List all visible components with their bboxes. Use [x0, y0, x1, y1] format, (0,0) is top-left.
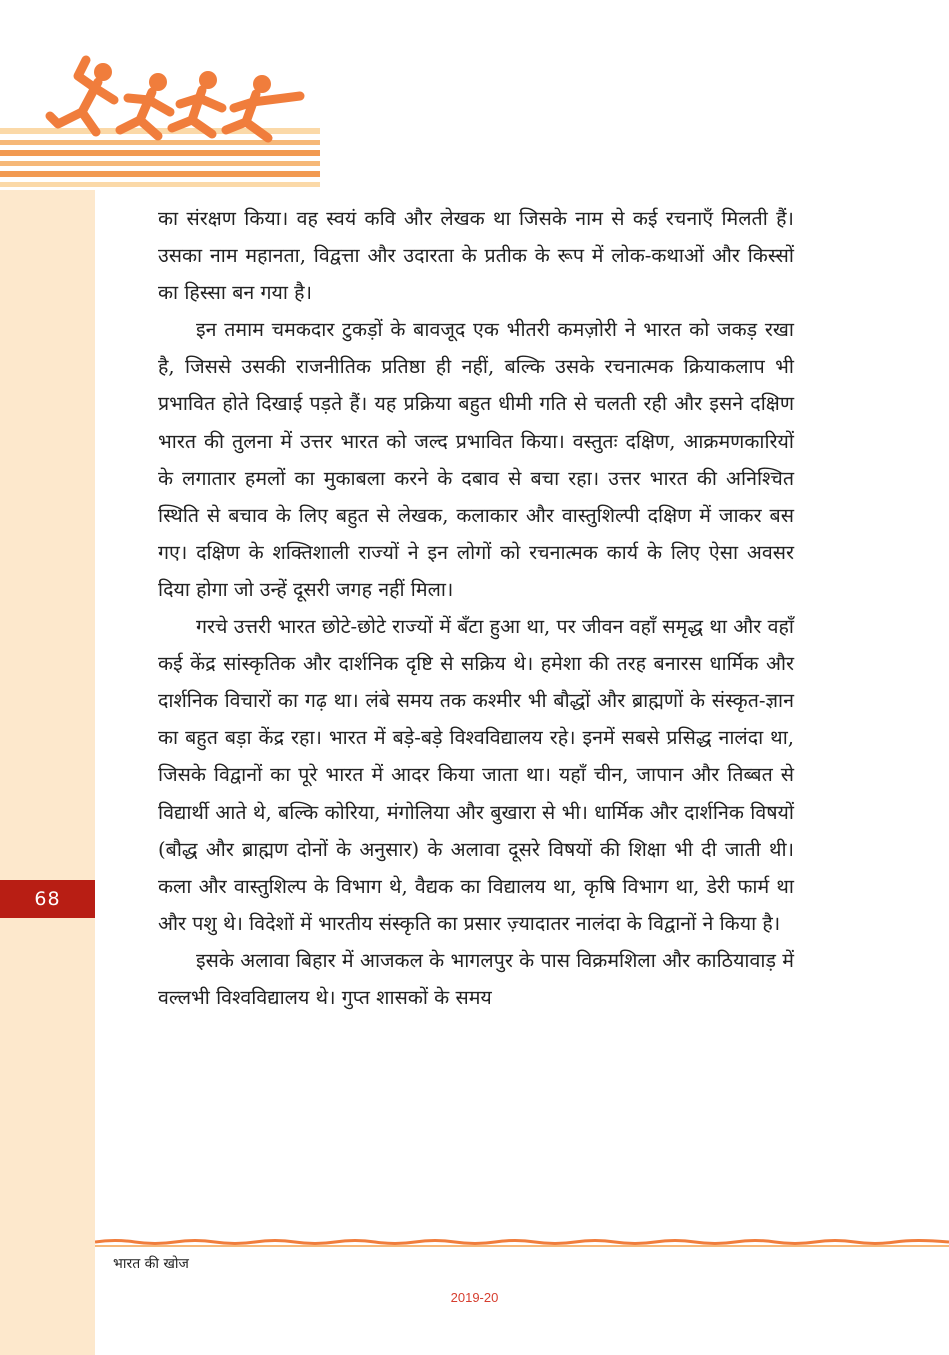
runner-3: [172, 71, 222, 134]
footer-year: 2019-20: [450, 1290, 499, 1305]
header-stripe-3: [0, 150, 320, 156]
header-stripe-2: [0, 140, 320, 145]
paragraph-1: का संरक्षण किया। वह स्वयं कवि और लेखक था जिसके नाम से कई रचनाएँ मिलती हैं। उसका नाम महानता, विद्वत्ता और उदारता के प्रतीक के रूप में लोक-कथाओं और किस्सों का हिस्सा बन गया है।: [158, 207, 794, 305]
header-stripe-5: [0, 171, 320, 177]
left-margin-band: [0, 190, 95, 1355]
paragraph-3: गरचे उत्तरी भारत छोटे-छोटे राज्यों में बँटा हुआ था, पर जीवन वहाँ समृद्ध था और वहाँ कई केंद्र सांस्कृतिक और दार्शनिक दृष्टि से सक्रिय थे। हमेशा की तरह बनारस धार्मिक और दार्शनिक विचारों का गढ़ था। लंबे समय तक कश्मीर भी बौद्धों और ब्राह्मणों के संस्कृत-ज्ञान का बहुत बड़ा केंद्र रहा। भारत में बड़े-बड़े विश्वविद्यालय रहे। इनमें सबसे प्रसिद्ध नालंदा था, जिसके विद्वानों का पूरे भारत में आदर किया जाता था। यहाँ चीन, जापान और तिब्बत से विद्यार्थी आते थे, बल्कि कोरिया, मंगोलिया और बुखारा से भी। धार्मिक और दार्शनिक विषयों (बौद्ध और ब्राह्मण दोनों के अनुसार) के अलावा दूसरे विषयों की शिक्षा भी दी जाती थी। कला और वास्तुशिल्प के विभाग थे, वैद्यक का विद्यालय था, कृषि विभाग था, डेरी फार्म था और पशु थे। विदेशों में भारतीय संस्कृति का प्रसार ज़्यादातर नालंदा के विद्वानों ने किया है।: [158, 615, 794, 935]
runner-1: [50, 60, 114, 132]
running-figures-header-art: [0, 0, 320, 195]
header-stripe-6: [0, 182, 320, 187]
body-text: [158, 200, 794, 1016]
footer-rule: [95, 1238, 949, 1248]
header-stripe-4: [0, 161, 320, 166]
page-number-tab: 68: [0, 880, 95, 918]
paragraph-2: इन तमाम चमकदार टुकड़ों के बावजूद एक भीतरी कमज़ोरी ने भारत को जकड़ रखा है, जिससे उसकी राजनीतिक प्रतिष्ठा ही नहीं, बल्कि उसके रचनात्मक क्रियाकलाप भी प्रभावित होते दिखाई पड़ते हैं। यह प्रक्रिया बहुत धीमी गति से चलती रही और इसने दक्षिण भारत की तुलना में उत्तर भारत को जल्द प्रभावित किया। वस्तुतः दक्षिण, आक्रमणकारियों के लगातार हमलों का मुकाबला करने के दबाव से बचा रहा। उत्तर भारत की अनिश्चित स्थिति से बचाव के लिए बहुत से लेखक, कलाकार और वास्तुशिल्पी दक्षिण में जाकर बस गए। दक्षिण के शक्तिशाली राज्यों ने इन लोगों को रचनात्मक कार्य के लिए ऐसा अवसर दिया होगा जो उन्हें दूसरी जगह नहीं मिला।: [158, 318, 794, 601]
footer-book-title: भारत की खोज: [113, 1256, 189, 1272]
runner-2: [120, 73, 170, 136]
paragraph-4: इसके अलावा बिहार में आजकल के भागलपुर के पास विक्रमशिला और काठियावाड़ में वल्लभी विश्वविद्यालय थे। गुप्त शासकों के समय: [158, 948, 794, 1009]
